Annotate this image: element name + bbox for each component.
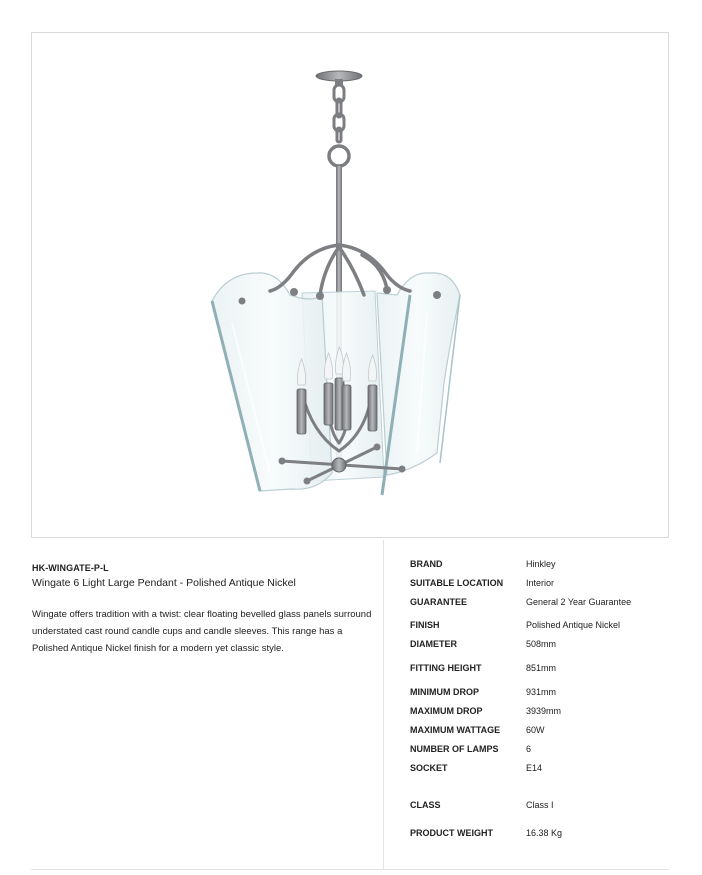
spec-label: FINISH [410,620,440,630]
spec-row-product-weight [410,828,670,842]
spec-label: CLASS [410,800,441,810]
spec-value: 931mm [526,687,557,697]
spec-value: Class I [526,800,554,810]
spec-label: MAXIMUM DROP [410,706,483,716]
spec-value: 6 [526,744,532,754]
spec-value: 16.38 Kg [526,828,563,838]
product-image-frame [31,32,669,538]
spec-label: DIAMETER [410,639,457,649]
spec-row-guarantee [410,597,670,611]
spec-row-diameter [410,639,670,653]
spec-value: Hinkley [526,559,556,569]
spec-label: BRAND [410,559,443,569]
spec-value: General 2 Year Guarantee [526,597,632,607]
spec-row-socket [410,763,670,777]
spec-value: 851mm [526,663,557,673]
spec-value: 3939mm [526,706,562,716]
spec-label: FITTING HEIGHT [410,663,482,673]
spec-value: Interior [526,578,555,588]
spec-row-fitting-height [410,663,670,677]
product-title: Wingate 6 Light Large Pendant - Polished Antique Nickel [32,577,296,589]
spec-row-maximum-drop [410,706,670,720]
spec-row-minimum-drop [410,687,670,701]
spec-label: MAXIMUM WATTAGE [410,725,501,735]
spec-label: PRODUCT WEIGHT [410,828,493,838]
spec-row-number-of-lamps [410,744,670,758]
product-description: Wingate offers tradition with a twist: clear floating bevelled glass panels surround understated cast round candle cups and candle sleeves. This range has a Polished Antique Nickel finish for a modern yet classic style. [32,609,372,654]
spec-row-maximum-wattage [410,725,670,739]
spec-row-brand [410,559,670,573]
spec-value: 60W [526,725,545,735]
spec-row-class [410,800,670,814]
spec-label: GUARANTEE [410,597,468,607]
spec-row-finish [410,620,670,634]
spec-value: 508mm [526,639,557,649]
spec-row-suitable-location [410,578,670,592]
bottom-divider [31,869,669,870]
spec-label: SUITABLE LOCATION [410,578,504,588]
spec-label: MINIMUM DROP [410,687,479,697]
spec-label: NUMBER OF LAMPS [410,744,499,754]
spec-value: Polished Antique Nickel [526,620,621,630]
product-sku: HK-WINGATE-P-L [32,563,109,573]
spec-label: SOCKET [410,763,448,773]
column-divider [383,540,384,870]
spec-value: E14 [526,763,543,773]
pendant-light-image [32,33,668,537]
